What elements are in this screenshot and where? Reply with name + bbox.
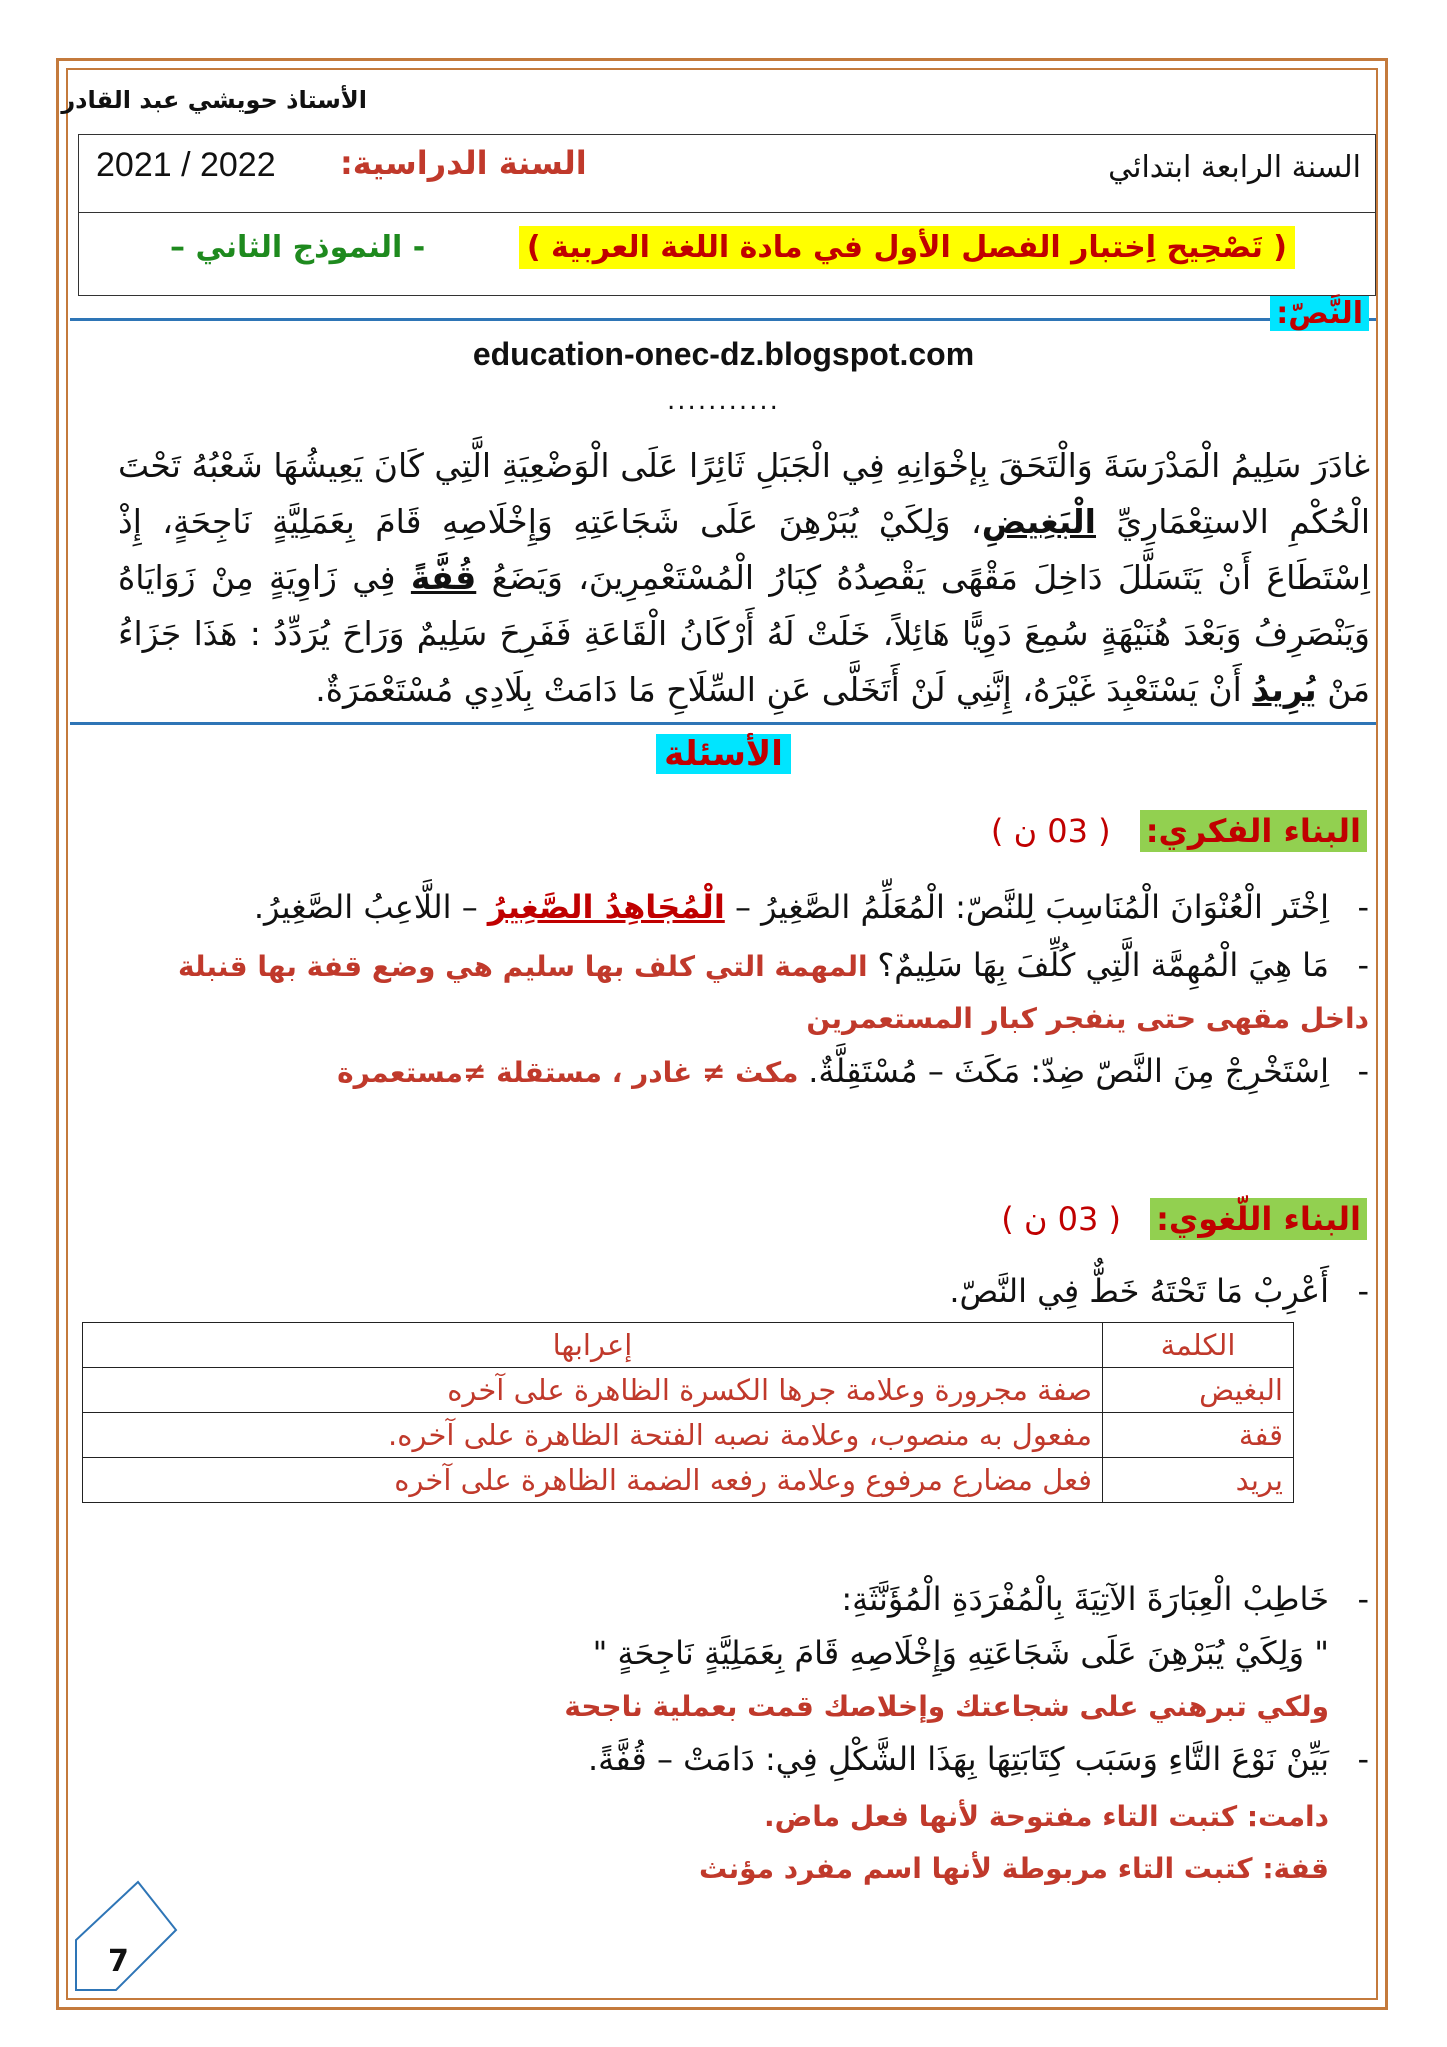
question-title-choice: -اِخْتَر الْعُنْوَانَ الْمُنَاسِبَ لِلنَّصّ: الْمُعَلِّمُ الصَّغِيرُ – الْمُجَاهِدُ الصَّغِيرُ – اللَّاعِبُ الصَّغِيرُ. — [253, 888, 1369, 926]
section-thinking-points: ( 03 ن ) — [990, 812, 1111, 850]
table-cell-word: قفة — [1103, 1413, 1294, 1458]
table-header-row — [83, 1323, 1294, 1368]
question-antonyms-text: اِسْتَخْرِجْ مِنَ النَّصّ ضِدّ: مَكَثَ – مُسْتَقِلَّةٌ. — [808, 1052, 1329, 1090]
questions-heading — [0, 734, 1447, 774]
table-cell-parsing: فعل مضارع مرفوع وعلامة رفعه الضمة الظاهرة على آخره — [83, 1458, 1103, 1503]
section-thinking-label: البناء الفكري: — [1140, 810, 1367, 852]
question-mission-text: مَا هِيَ الْمُهِمَّة الَّتِي كُلِّفَ بِهَا سَلِيمٌ؟ — [877, 946, 1329, 984]
correct-title-answer: الْمُجَاهِدُ الصَّغِيرُ — [487, 888, 725, 926]
school-year-value: 2021 / 2022 — [96, 146, 276, 184]
table-cell-word: البغيض — [1103, 1368, 1294, 1413]
question-taa: -بَيِّنْ نَوْعَ التَّاءِ وَسَبَب كِتَابَتِهَا بِهَذَا الشَّكْلِ فِي: دَامَتْ – قُفَّةً. — [587, 1740, 1369, 1778]
section-thinking-header — [991, 812, 1367, 850]
feminine-quote: " وَلِكَيْ يُبَرْهِنَ عَلَى شَجَاعَتِهِ وَإِخْلَاصِهِ قَامَ بِعَمَلِيَّةٍ نَاجِحَةٍ " — [592, 1634, 1329, 1672]
question-title-choice-text: اِخْتَر الْعُنْوَانَ الْمُنَاسِبَ لِلنَّصّ: الْمُعَلِّمُ الصَّغِيرُ – — [724, 888, 1329, 926]
question-feminine: -خَاطِبْ الْعِبَارَةَ الآتِيَةَ بِالْمُفْرَدَةِ الْمُؤَنَّثَةِ: — [841, 1580, 1369, 1618]
ellipsis-dots: ........... — [667, 386, 780, 416]
question-title-choice-rest: – اللَّاعِبُ الصَّغِيرُ. — [253, 888, 488, 926]
reading-passage — [118, 438, 1370, 718]
table-cell-word: يريد — [1103, 1458, 1294, 1503]
grade-label: السنة الرابعة ابتدائي — [1108, 150, 1361, 185]
section-language-label: البناء اللّغوي: — [1150, 1198, 1367, 1240]
text-section-label: النَّصّ: — [1270, 296, 1369, 331]
website-url: education-onec-dz.blogspot.com — [472, 336, 975, 372]
table-row — [83, 1413, 1294, 1458]
question-antonyms: -اِسْتَخْرِجْ مِنَ النَّصّ ضِدّ: مَكَثَ – مُسْتَقِلَّةٌ. مكث ≠ غادر ، مستقلة ≠مستعمرة — [337, 1052, 1369, 1090]
table-header-parsing: إعرابها — [83, 1323, 1103, 1368]
passage-part-4: أَنْ يَسْتَعْبِدَ غَيْرَهُ، إِنَّنِي لَنْ أَتَخَلَّى عَنِ السِّلَاحِ مَا دَامَتْ بِلَادِي مُسْتَعْمَرَةٌ. — [315, 670, 1253, 709]
header-divider — [78, 212, 1376, 213]
answer-mission: المهمة التي كلف بها سليم هي وضع قفة بها قنبلة داخل مقهى حتى ينفجر كبار المستعمرين — [178, 950, 1369, 1035]
model-title: - النموذج الثاني – — [170, 230, 426, 265]
page-number: 7 — [108, 1944, 129, 1979]
table-row — [83, 1458, 1294, 1503]
answer-feminine: ولكي تبرهني على شجاعتك وإخلاصك قمت بعملية ناجحة — [564, 1690, 1329, 1723]
answer-taa-quffa: قفة: كتبت التاء مربوطة لأنها اسم مفرد مؤنث — [699, 1852, 1329, 1885]
section-language-points: ( 03 ن ) — [1001, 1200, 1121, 1238]
question-taa-text: بَيِّنْ نَوْعَ التَّاءِ وَسَبَب كِتَابَتِهَا بِهَذَا الشَّكْلِ فِي: دَامَتْ – قُفَّةً. — [587, 1740, 1329, 1778]
question-parsing-text: أَعْرِبْ مَا تَحْتَهُ خَطٌّ فِي النَّصّ. — [949, 1272, 1329, 1310]
questions-heading-text: الأسئلة — [656, 734, 791, 774]
section-language-header — [1001, 1200, 1367, 1238]
school-year-label: السنة الدراسية: — [340, 144, 587, 182]
teacher-name: الأستاذ حويشي عبد القادر — [61, 86, 367, 114]
section-rule-top — [70, 318, 1376, 321]
underlined-word-quffa: قُفَّةً — [410, 558, 477, 597]
question-parsing: -أَعْرِبْ مَا تَحْتَهُ خَطٌّ فِي النَّصّ. — [949, 1272, 1369, 1310]
table-header-word: الكلمة — [1103, 1323, 1294, 1368]
answer-taa-damat: دامت: كتبت التاء مفتوحة لأنها فعل ماض. — [763, 1800, 1329, 1833]
passage-part-1: غادَرَ سَلِيمُ الْمَدْرَسَةَ وَالْتَحَقَ بِإخْوَانِهِ فِي الْجَبَلِ ثَائِرًا عَلَى الْوَضْعِيَةِ الَّتِي كَانَ يَعِيشُهَا شَعْبُهُ تَحْتَ الْحُكْمِ الاستِعْمَارِيِّ — [118, 446, 1370, 541]
table-cell-parsing: مفعول به منصوب، وعلامة نصبه الفتحة الظاهرة على آخره. — [83, 1413, 1103, 1458]
passage-part-3: فِي زَاوِيَةٍ مِنْ زَوَايَاهُ وَيَنْصَرِفُ وَبَعْدَ هُنَيْهَةٍ سُمِعَ دَوِيًّا هَائِلاً، خَلَتْ لَهُ أَرْكَانُ الْقَاعَةِ فَفَرِحَ سَلِيمٌ وَرَاحَ يُرَدِّدُ : هَذَا جَزَاءُ مَنْ — [118, 558, 1370, 709]
underlined-word-yurid: يُرِيدُ — [1252, 670, 1317, 709]
passage-part-2: ، وَلِكَيْ يُبَرْهِنَ عَلَى شَجَاعَتِهِ وَإِخْلَاصِهِ قَامَ بِعَمَلِيَّةٍ نَاجِحَةٍ، إِذْ اِسْتَطَاعَ أَنْ يَتَسَلَّلَ دَاخِلَ مَقْهًى يَقْصِدُهُ كِبَارُ الْمُسْتَعْمِرِينَ، وَيَضَعُ — [118, 502, 1370, 597]
parsing-table — [82, 1322, 1294, 1503]
underlined-word-baghid: الْبَغِيضِ — [981, 502, 1096, 541]
test-title: ( تَصْحِيح اِختبار الفصل الأول في مادة اللغة العربية ) — [519, 226, 1295, 269]
question-mission: -مَا هِيَ الْمُهِمَّة الَّتِي كُلِّفَ بِهَا سَلِيمٌ؟ المهمة التي كلف بها سليم هي وضع قفة بها قنبلة داخل مقهى حتى ينفجر كبار المستعمرين — [178, 946, 1369, 1035]
question-feminine-text: خَاطِبْ الْعِبَارَةَ الآتِيَةَ بِالْمُفْرَدَةِ الْمُؤَنَّثَةِ: — [841, 1580, 1329, 1618]
page-number-badge — [66, 1880, 186, 2000]
section-rule-bottom — [70, 722, 1376, 725]
table-cell-parsing: صفة مجرورة وعلامة جرها الكسرة الظاهرة على آخره — [83, 1368, 1103, 1413]
answer-antonyms: مكث ≠ غادر ، مستقلة ≠مستعمرة — [337, 1056, 809, 1089]
table-row — [83, 1368, 1294, 1413]
